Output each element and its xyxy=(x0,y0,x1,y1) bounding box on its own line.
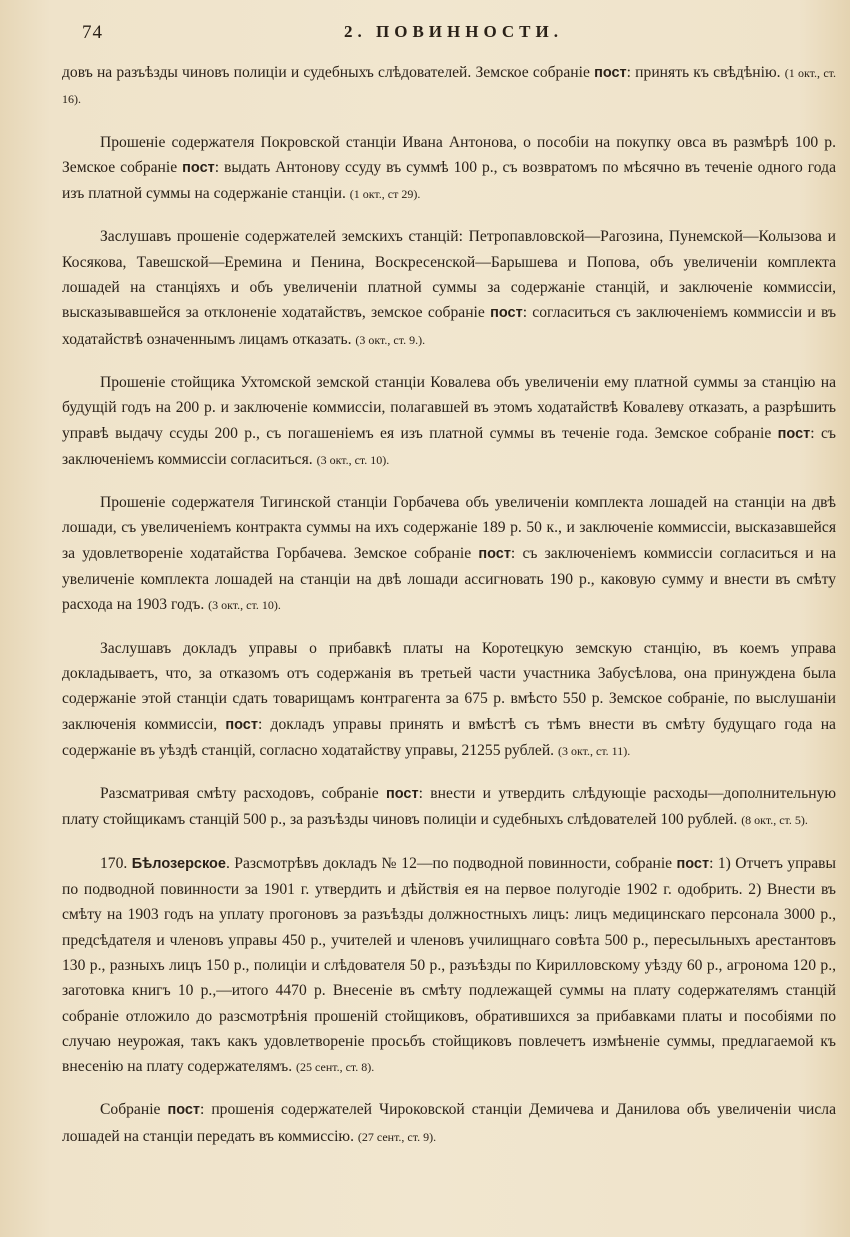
session-reference: (25 сент., ст. 8). xyxy=(296,1060,375,1075)
session-reference: (3 окт., ст. 11). xyxy=(557,743,631,758)
running-title: 2. ПОВИННОСТИ. xyxy=(344,22,563,41)
paragraph-text: : принять къ свѣдѣнію. xyxy=(626,64,785,81)
resolution-keyword: пост xyxy=(385,786,419,803)
resolution-keyword: пост xyxy=(182,159,215,176)
paragraph-text: Собраніе xyxy=(100,1101,168,1119)
resolution-keyword: пост xyxy=(594,65,627,81)
paragraph-text: Разсматривая смѣту расходовъ, собраніе xyxy=(100,785,386,803)
resolution-keyword: пост xyxy=(167,1102,201,1119)
session-reference: (27 сент., ст. 9). xyxy=(357,1129,437,1144)
resolution-keyword: пост xyxy=(478,545,511,562)
paragraph xyxy=(62,636,836,764)
paragraph-text: : съ заключеніемъ коммиссіи согласиться. xyxy=(62,424,836,468)
session-reference: (3 окт., ст. 10). xyxy=(316,452,390,467)
paragraph-text: : съ заключеніемъ коммиссіи согласиться и на увеличеніе комплекта лошадей на станціи на двѣ лошади ассигновать 190 р., каковую сумму и внести въ смѣту расхода на 1903 годъ. xyxy=(62,544,836,614)
paragraph-text: : докладъ управы принять и вмѣстѣ съ тѣмъ внести въ смѣту будущаго года на содержаніе въ уѣздѣ станцій, согласно ходатайству управы, 21255 рублей. xyxy=(62,715,836,759)
resolution-keyword: пост xyxy=(676,855,710,872)
paragraph-text: Заслушавъ докладъ управы о прибавкѣ платы на Коротецкую земскую станцію, въ коемъ управа докладываетъ, что, за отказомъ отъ содержанія въ третьей части участника Забусѣлова, она принуждена была содержаніе этой станціи сдать товарищамъ контрагента за 675 р. вмѣсто 550 р. Земское собраніе, по выслушаніи заключенія коммиссіи, xyxy=(62,639,836,733)
paragraph xyxy=(62,1097,836,1150)
session-reference: (1 окт., ст. 16). xyxy=(62,66,836,107)
paragraph-text: : прошенія содержателей Чироковской станціи Демичева и Данилова объ увеличеніи числа лошадей на станціи передать въ коммиссію. xyxy=(62,1101,836,1145)
paragraph xyxy=(62,370,836,473)
paragraph-text: Прошеніе содержателя Покровской станціи Ивана Антонова, о пособіи на покупку овса въ размѣрѣ 100 р. Земское собраніе xyxy=(62,133,836,176)
resolution-keyword: пост xyxy=(777,425,811,442)
paragraph-170 xyxy=(62,851,836,1081)
paragraph-text: : внести и утвердить слѣдующіе расходы—дополнительную плату стойщикамъ станцій 500 р., за разъѣзды чиновъ полиціи и судебныхъ слѣдователей 100 рублей. xyxy=(62,785,836,829)
resolution-keyword: пост xyxy=(225,716,258,733)
paragraph-text: : выдать Антонову ссуду въ суммѣ 100 р., съ возвратомъ по мѣсячно въ теченіе одного года изъ платной суммы на содержаніе станціи. xyxy=(62,158,837,203)
paragraph xyxy=(62,60,836,113)
district-name: Бѣлозерское xyxy=(131,855,226,872)
paragraph-text: Прошеніе стойщика Ухтомской земской станціи Ковалева объ увеличеніи ему платной суммы за станцію на будущій годъ на 200 р. и заключеніе коммиссіи, полагавшей въ этомъ ходатайствѣ Ковалеву отказать, а разрѣшить управѣ выдачу ссуды 200 р., съ погашеніемъ ея изъ платной суммы въ теченіе года. Земское собраніе xyxy=(62,373,836,442)
entry-number: 170. xyxy=(100,854,132,872)
paragraph-text: . Разсмотрѣвъ докладъ № 12—по подводной повинности, собраніе xyxy=(225,854,677,872)
page-number: 74 xyxy=(82,22,103,43)
session-reference: (1 окт., ст 29). xyxy=(349,187,421,202)
paragraph xyxy=(62,490,836,618)
resolution-keyword: пост xyxy=(490,305,523,322)
document-body xyxy=(62,60,836,1167)
paragraph xyxy=(62,781,836,834)
paragraph xyxy=(62,130,836,208)
session-reference: (3 окт., ст. 9.). xyxy=(355,332,426,347)
paragraph xyxy=(62,224,836,352)
paragraph-text: : 1) Отчетъ управы по подводной повинности за 1901 г. утвердить и дѣйствія ея на первое полугодіе 1902 г. одобрить. 2) Внести въ смѣту на 1903 годъ на уплату прогоновъ за разъѣзды должностныхъ лицъ: лицъ медицинскаго персонала 3000 р., предсѣдателя и членовъ управы 450 р., учителей и членовъ училищнаго совѣта 500 р., пересыльныхъ арестантовъ 130 р., разныхъ лицъ 150 р., полиціи и слѣдователя 50 р., разъѣзды по Кирилловскому уѣзду 60 р., агронома 120 р., заготовка книгъ 10 р.,—итого 4470 р. Внесеніе въ смѣту подлежащей суммы на плату содержателямъ станцій собраніе отложило до разсмотрѣнія прошеній стойщиковъ, обратившихся за прибавками платы и пособіями по случаю неурожая, такъ какъ удовлетвореніе просьбъ стойщиковъ повлечетъ измѣненіе суммы, предлагаемой къ внесенію на плату содержателямъ. xyxy=(62,854,837,1076)
paragraph-text: Прошеніе содержателя Тигинской станціи Горбачева объ увеличеніи комплекта лошадей на станціи на двѣ лошади, съ увеличеніемъ контракта суммы на ихъ содержаніе 189 р. 50 к., и заключеніе коммиссіи, высказавшейся за удовлетвореніе ходатайства Горбачева. Земское собраніе xyxy=(62,494,836,562)
page-header xyxy=(0,22,850,52)
session-reference: (3 окт., ст. 10). xyxy=(208,598,281,613)
paragraph-text: довъ на разъѣзды чиновъ полиціи и судебныхъ слѣдователей. Земское собраніе xyxy=(62,64,595,81)
paragraph-text: Заслушавъ прошеніе содержателей земскихъ станцій: Петропавловской—Рагозина, Пунемской—Колызова и Косякова, Тавешской—Еремина и Пенина, Воскресенской—Барышева и Попова, объ увеличеніи комплекта лошадей на станціяхъ и объ увеличеніи платной суммы за содержаніе станцій, и заключеніе коммиссіи, высказывавшейся за отклоненіе ходатайствъ, земское собраніе xyxy=(62,228,836,322)
session-reference: (8 окт., ст. 5). xyxy=(741,813,808,828)
paragraph-text: : согласиться съ заключеніемъ коммиссіи и въ ходатайствѣ означеннымъ лицамъ отказать. xyxy=(62,304,837,348)
